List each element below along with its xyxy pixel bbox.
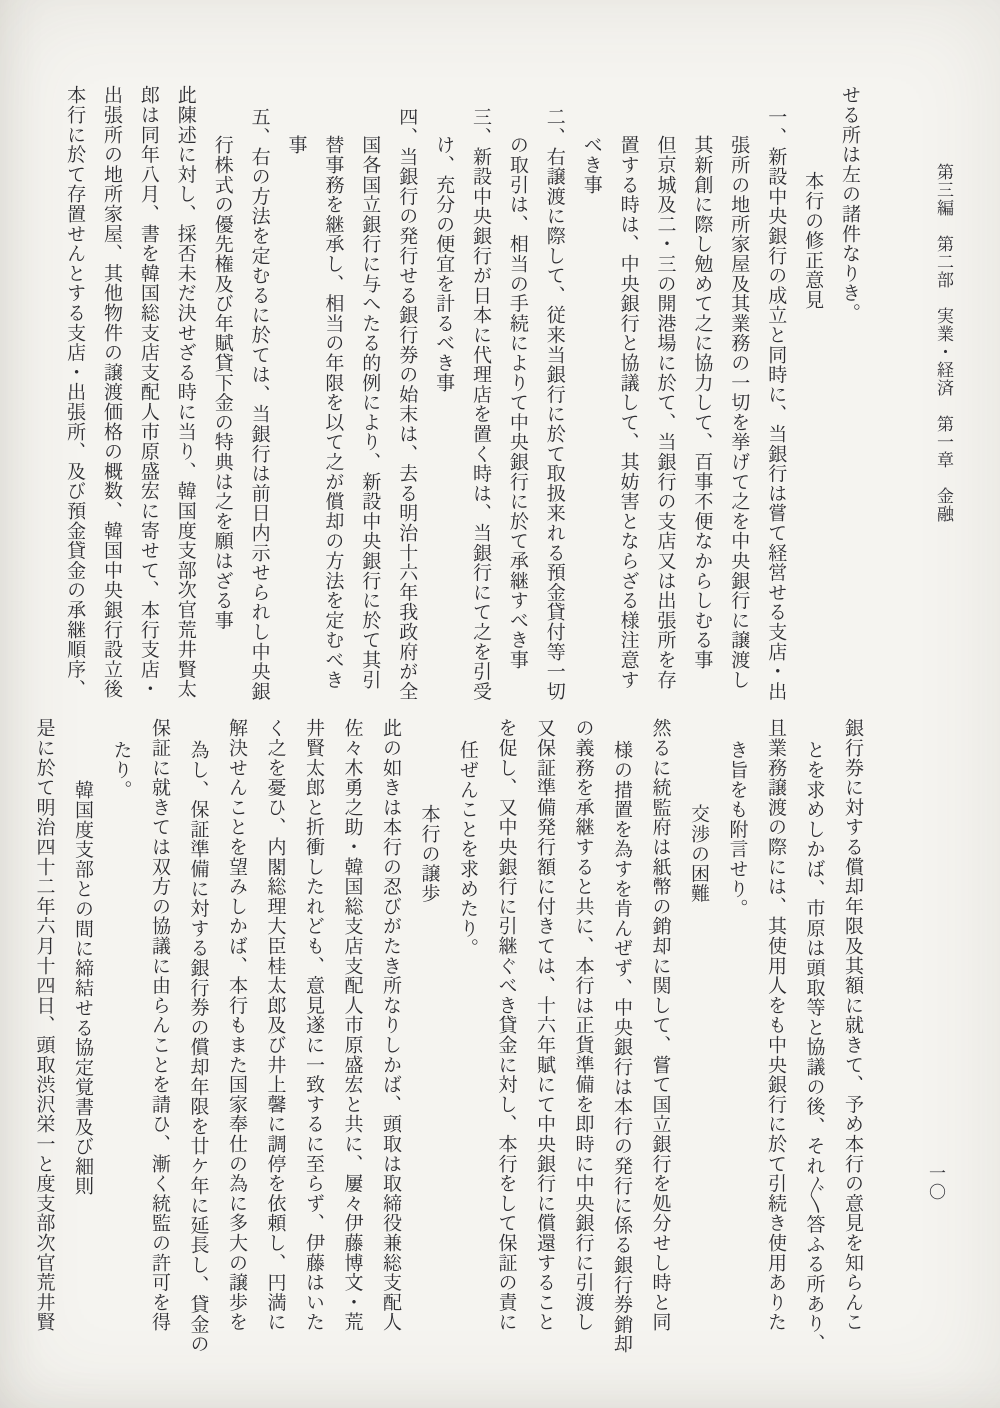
text-column: 又保証準備発行額に付きては、十六年賦にて中央銀行に償還すること [534, 718, 556, 1332]
text-column: 国各国立銀行に与へたる的例により、新設中央銀行に於て其引 [359, 135, 382, 690]
text-band-top [0, 85, 1000, 775]
text-column: 佐々木勇之助・韓国総支店支配人市原盛宏と共に、屢々伊藤博文・荒 [341, 718, 364, 1332]
text-column: 任ぜんことを求めたり。 [457, 740, 479, 958]
text-column: く之を憂ひ、内閣総理大臣桂太郎及び井上馨に調停を依頼し、円満に [264, 718, 287, 1332]
text-band-bottom [0, 718, 1000, 1408]
text-column: べき事 [580, 135, 603, 195]
running-head: 第三編 第二部 実業・経済 第一章 金融 [933, 163, 953, 523]
text-column: 但京城及二・三の開港場に於て、当銀行の支店又は出張所を存 [654, 135, 677, 690]
text-column: 井賢太郎と折衝したれども、意見遂に一致するに至らず、伊藤はいた [303, 718, 325, 1332]
section-heading: 本行の修正意見 [802, 171, 825, 310]
text-column: 置する時は、中央銀行と協議して、其妨害とならざる様注意す [617, 135, 640, 690]
text-column: 五、右の方法を定むるに於ては、当銀行は前日内示せられし中央銀 [248, 107, 271, 701]
text-column: の義務を承継すると共に、本行は正貨準備を即時に中央銀行に引渡し [572, 718, 595, 1332]
text-column: たり。 [110, 740, 133, 800]
text-column: 本行に於て存置せんとする支店・出張所、及び預金貸金の承継順序、 [64, 85, 87, 699]
text-column: 其新創に際し勉めて之に協力して、百事不便なからしむる事 [691, 135, 714, 670]
text-column: 様の措置を為すを肯んぜず、中央銀行は本行の発行に係る銀行券銷却 [611, 740, 633, 1354]
text-column: き旨をも附言せり。 [726, 740, 749, 919]
text-column: 是に於て明治四十二年六月十四日、頭取渋沢栄一と度支部次官荒井賢 [33, 718, 56, 1332]
text-column: 一、新設中央銀行の成立と同時に、当銀行は嘗て経営せる支店・出 [765, 107, 788, 701]
text-column: 此の如きは本行の忍びがたき所なりしかば、頭取は取締役兼総支配人 [380, 718, 402, 1332]
text-column: 替事務を継承し、相当の年限を以て之が償却の方法を定むべき [322, 135, 345, 690]
section-heading: 交渉の困難 [688, 804, 710, 903]
page-number: 一〇 [925, 1164, 945, 1202]
text-column: とを求めしかば、市原は頭取等と協議の後、それ〴〵答ふる所あり、 [803, 740, 826, 1353]
text-column: 保証に就きては双方の協議に由らんことを請ひ、漸く統監の許可を得 [149, 718, 171, 1332]
text-column: 解決せんことを望みしかば、本行もまた国家奉仕の為に多大の譲歩を [226, 718, 248, 1332]
section-heading: 韓国度支部との間に締結せる協定覚書及び細則 [72, 780, 94, 1196]
text-column: 三、新設中央銀行が日本に代理店を置く時は、当銀行にて之を引受 [470, 107, 492, 701]
text-column: を促し、又中央銀行に引継ぐべき貸金に対し、本行をして保証の責に [495, 718, 518, 1332]
text-column: 此陳述に対し、採否未だ決せざる時に当り、韓国度支部次官荒井賢太 [174, 85, 197, 699]
text-column: 銀行券に対する償却年限及其額に就きて、予め本行の意見を知らんこ [842, 718, 864, 1332]
text-column: 然るに統監府は紙幣の銷却に関して、嘗て国立銀行を処分せし時と同 [649, 718, 672, 1332]
text-column: け、充分の便宜を計るべき事 [433, 135, 456, 393]
text-column: 事 [285, 135, 308, 155]
text-column: 行株式の優先権及び年賦貸下金の特典は之を願はざる事 [211, 135, 234, 630]
text-column: 郎は同年八月、書を韓国総支店支配人市原盛宏に寄せて、本行支店・ [137, 85, 160, 699]
text-column: 二、右譲渡に際して、従来当銀行に於て取扱来れる預金貸付等一切 [543, 107, 566, 701]
text-column: 四、当銀行の発行せる銀行券の始末は、去る明治十六年我政府が全 [396, 107, 419, 701]
text-column: 張所の地所家屋及其業務の一切を挙げて之を中央銀行に譲渡し [728, 135, 751, 690]
text-column: 且業務譲渡の際には、其使用人をも中央銀行に於て引続き使用ありた [765, 718, 787, 1332]
text-column: の取引は、相当の手続によりて中央銀行に於て承継すべき事 [506, 135, 529, 670]
text-column: 出張所の地所家屋、其他物件の譲渡価格の概数、韓国中央銀行設立後 [101, 85, 123, 699]
text-column: せる所は左の諸件なりき。 [839, 85, 861, 323]
section-heading: 本行の譲歩 [418, 804, 441, 903]
text-column: 為し、保証準備に対する銀行券の償却年限を廿ケ年に延長し、貸金の [187, 740, 210, 1354]
